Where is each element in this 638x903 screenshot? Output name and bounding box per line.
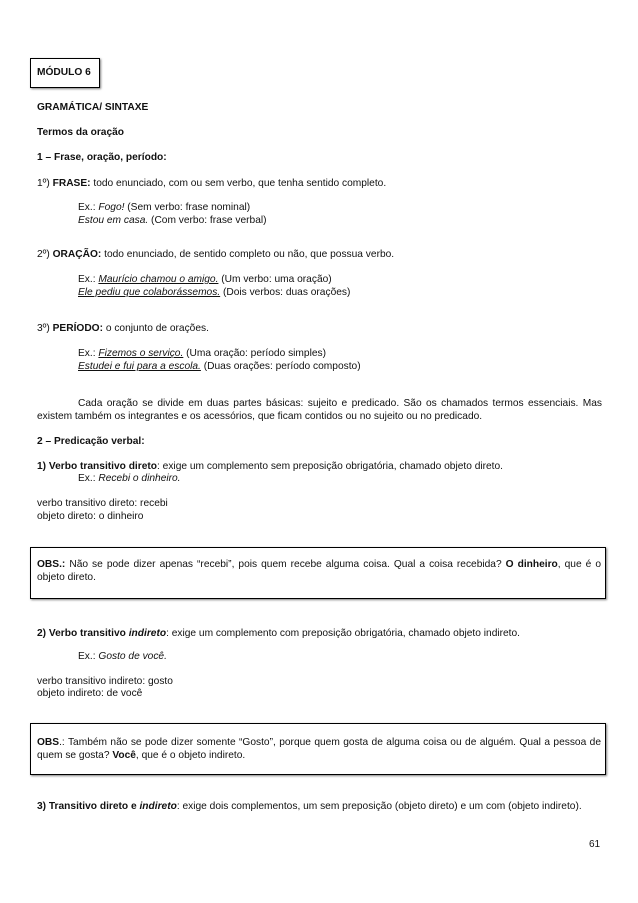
obs1-bold: O dinheiro bbox=[505, 559, 558, 570]
oracao-ex-prefix: Ex.: bbox=[78, 274, 99, 285]
obs2-text2: , que é o objeto indireto. bbox=[135, 750, 246, 761]
vtd-ex-italic: Recebi o dinheiro. bbox=[98, 473, 181, 484]
frase-ex2-italic: Estou em casa. bbox=[78, 215, 149, 226]
topic2-heading: 2 – Predicação verbal: bbox=[37, 436, 145, 447]
periodo-example-1 bbox=[78, 347, 326, 360]
vti-text: : exige um complemento com preposição obrigatória, chamado objeto indireto. bbox=[166, 628, 521, 639]
frase-ex1-italic: Fogo! bbox=[98, 202, 125, 213]
periodo-ex2-italic: Estudei e fui para a escola. bbox=[78, 361, 201, 372]
vtd-ex-prefix: Ex.: bbox=[78, 473, 99, 484]
vtdi-text: : exige dois complementos, um sem preposição (objeto direto) e um com (objeto indireto). bbox=[176, 801, 582, 812]
vtd-label: 1) Verbo transitivo direto bbox=[37, 461, 158, 472]
obs1-text1: Não se pode dizer apenas “recebi”, pois quem recebe alguma coisa. Qual a coisa recebida? bbox=[65, 559, 506, 570]
obs1-text2: , que é o objeto direto. bbox=[37, 559, 602, 583]
oracao-number: 2º) bbox=[37, 249, 50, 260]
periodo-number: 3º) bbox=[37, 323, 50, 334]
periodo-label: PERÍODO: bbox=[52, 323, 104, 334]
periodo-ex1-italic: Fizemos o serviço. bbox=[98, 348, 184, 359]
vtd-line-2: objeto direto: o dinheiro bbox=[37, 511, 144, 522]
module-title: MÓDULO 6 bbox=[37, 67, 91, 78]
periodo-ex-prefix: Ex.: bbox=[78, 348, 99, 359]
oracao-text: todo enunciado, de sentido completo ou não, que possua verbo. bbox=[101, 249, 395, 260]
obs1-text bbox=[37, 558, 601, 584]
obs2-text1: .: Também não se pode dizer somente “Gosto”, porque quem gosta de alguma coisa ou de alguém. Qual a pessoa de quem se gosta? bbox=[37, 737, 601, 761]
vtdi-definition bbox=[37, 800, 602, 813]
vti-ex-prefix: Ex.: bbox=[78, 651, 99, 662]
periodo-ex1-rest: (Uma oração: período simples) bbox=[183, 348, 326, 359]
periodo-example-2 bbox=[78, 360, 361, 373]
obs2-label: OBS bbox=[37, 737, 60, 748]
frase-definition bbox=[37, 177, 386, 190]
frase-label: FRASE: bbox=[52, 178, 91, 189]
vti-line-1: verbo transitivo indireto: gosto bbox=[37, 676, 173, 687]
vti-label-b: indireto bbox=[128, 628, 167, 639]
obs1-box bbox=[30, 547, 606, 599]
vtdi-label-b: indireto bbox=[139, 801, 177, 812]
frase-ex-prefix: Ex.: bbox=[78, 202, 99, 213]
frase-text: todo enunciado, com ou sem verbo, que tenha sentido completo. bbox=[90, 178, 387, 189]
oracao-ex1-rest: (Um verbo: uma oração) bbox=[218, 274, 332, 285]
oracao-label: ORAÇÃO: bbox=[52, 249, 102, 260]
vti-label-a: 2) Verbo transitivo bbox=[37, 628, 129, 639]
vti-example bbox=[78, 650, 167, 663]
obs2-text bbox=[37, 736, 601, 762]
vti-definition bbox=[37, 627, 520, 640]
oracao-example-1 bbox=[78, 273, 332, 286]
obs2-bold: Você bbox=[112, 750, 136, 761]
module-box bbox=[30, 58, 100, 88]
frase-example-1 bbox=[78, 201, 250, 214]
periodo-text: o conjunto de orações. bbox=[103, 323, 209, 334]
vtd-example bbox=[78, 472, 181, 485]
paragraph-termos: Cada oração se divide em duas partes básicas: sujeito e predicado. São os chamados termos essenciais. Mas existem também os integrantes e os acessórios, que ficam contidos ou no sujeito ou no predicado. bbox=[37, 398, 602, 422]
vti-line-2: objeto indireto: de você bbox=[37, 688, 143, 699]
frase-number: 1º) bbox=[37, 178, 50, 189]
oracao-definition bbox=[37, 248, 394, 261]
vtdi-label-a: 3) Transitivo direto e bbox=[37, 801, 140, 812]
oracao-ex2-italic: Ele pediu que colaborássemos. bbox=[78, 287, 221, 298]
oracao-example-2 bbox=[78, 286, 350, 299]
periodo-definition bbox=[37, 322, 209, 335]
vtd-line-1: verbo transitivo direto: recebi bbox=[37, 498, 168, 509]
obs2-box bbox=[30, 723, 606, 775]
periodo-ex2-rest: (Duas orações: período composto) bbox=[200, 361, 361, 372]
oracao-ex1-italic: Maurício chamou o amigo. bbox=[98, 274, 219, 285]
obs1-label: OBS.: bbox=[37, 559, 66, 570]
vtd-text: : exige um complemento sem preposição obrigatória, chamado objeto direto. bbox=[157, 461, 504, 472]
vti-ex-italic: Gosto de você. bbox=[98, 651, 167, 662]
frase-ex2-rest: (Com verbo: frase verbal) bbox=[148, 215, 267, 226]
page-number: 61 bbox=[589, 839, 601, 850]
subsection-title: Termos da oração bbox=[37, 127, 125, 138]
section-title: GRAMÁTICA/ SINTAXE bbox=[37, 102, 149, 113]
topic1-heading: 1 – Frase, oração, período: bbox=[37, 152, 167, 163]
frase-example-2 bbox=[78, 214, 267, 227]
oracao-ex2-rest: (Dois verbos: duas orações) bbox=[220, 287, 351, 298]
frase-ex1-rest: (Sem verbo: frase nominal) bbox=[124, 202, 251, 213]
